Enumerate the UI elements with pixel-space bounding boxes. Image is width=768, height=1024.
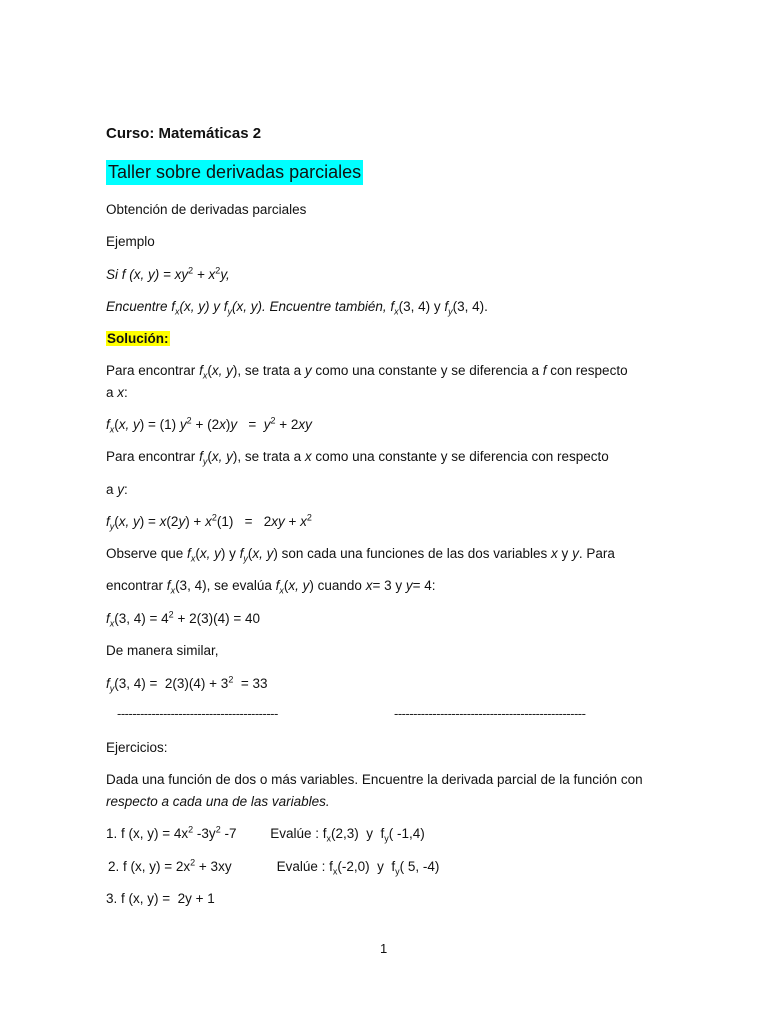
solution-label: Solución: xyxy=(107,331,169,346)
equation-fx: $f_x(x$, y) = (1) $y^2 + (2x)y = y^2 + 2xy$ xyxy=(106,415,312,435)
example-function: Si f (x, $y) = xy^2 + x^2y$, xyxy=(106,265,230,282)
worksheet-title: Taller sobre derivadas parciales xyxy=(106,160,363,185)
example-label: Ejemplo xyxy=(106,234,155,249)
instructions-line-2: respecto a cada una de las variables. xyxy=(106,794,330,809)
solution-text-2b: a y: xyxy=(106,482,128,497)
solution-text-1: Para encontrar $f_x(x$, y), se trata a y como una constante y se diferencia a f con respecto xyxy=(106,363,628,381)
instructions-line-1: Dada una función de dos o más variables. Encuentre la derivada parcial de la función con xyxy=(106,772,643,787)
solution-text-2: Para encontrar $f_y(x$, y), se trata a x como una constante y se diferencia con respecto xyxy=(106,449,609,467)
evaluation-fx: $f_x(3$, $4) = 4^2 + 2(3)(4) = 40$ xyxy=(106,609,260,629)
exercises-label: Ejercicios: xyxy=(106,740,168,755)
observation-text-2: encontrar $f_x(3$, 4), se evalúa $f_x(x$, y) cuando x= 3 y y= 4: xyxy=(106,578,436,596)
example-task: Encuentre $f_x(x$, y) y $f_y(x$, y). Encuentre también, $f_x(3$, 4) y $f_y(3$, 4). xyxy=(106,299,488,317)
separator-right: -------------------------------------------------- xyxy=(394,706,586,721)
exercise-2: 2. f (x, $y) = 2x^2 + 3xy$ Evalúe : $f_x(-2,0)$ y $f_y$( 5, -4) xyxy=(108,857,440,877)
evaluation-fy: $f_y(3$, $4) = 2(3)(4) + 3^2 = 33$ xyxy=(106,674,268,694)
solution-text-1b: a x: xyxy=(106,385,128,400)
observation-text-1: Observe que $f_x(x$, y) y $f_y(x$, y) son cada una funciones de las dos variables x y y. Para xyxy=(106,546,615,564)
exercise-1: 1. f (x, $y) = 4x^2$ $-3y^2$ -7 Evalúe : $f_x(2,3)$ y $f_y$( -1,4) xyxy=(106,824,425,844)
equation-fy: $f_y(x$, $y) = x(2y) + x^2(1) = 2xy + x^2$ xyxy=(106,512,312,532)
separator-left: ------------------------------------------ xyxy=(117,706,278,721)
similar-text: De manera similar, xyxy=(106,643,219,658)
page-number: 1 xyxy=(380,941,388,956)
exercise-3: 3. f (x, y) = 2y + 1 xyxy=(106,891,215,906)
intro-text: Obtención de derivadas parciales xyxy=(106,202,307,217)
course-title: Curso: Matemáticas 2 xyxy=(106,125,262,142)
